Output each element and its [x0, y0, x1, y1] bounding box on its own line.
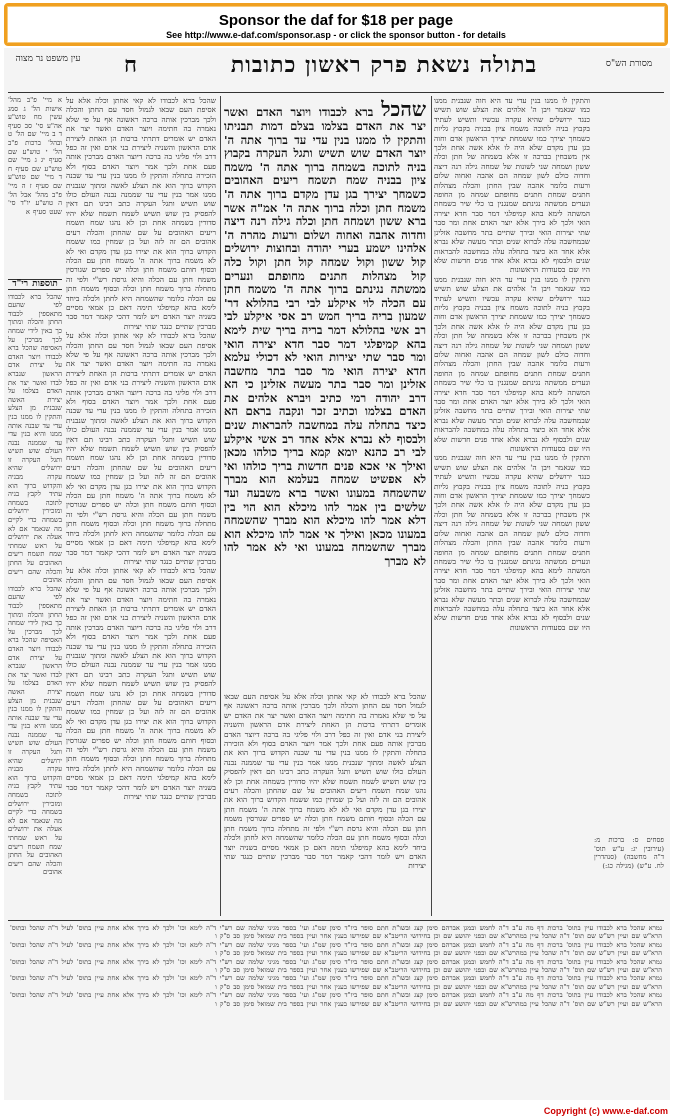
tosafot-text-continued-2: שהכל ברא לכבודו לא קאי אחתן וכלה אלא על אסיפת העם שבאו לגמול חסד עם החתן והכלה ולכך מברכין אותה ברכה ראשונה אף על פי שלא נאמרה בה חתימה ויוצר האדם ואשר יצר את האדם יש אומרים דתרתי ברכות הן האחת ליצירת אדם הראשון והשניה ליצירת בני אדם ואין זה כפל דרב ולוי פליגי בה ברכה דיוצר האדם מברכין אותה פעם אחת ולכך אמר ויוצר האדם בסוף ולא הזכירה בתחלה והתקין לו ממנו בנין עדי עד שבנה הקדוש ברוך הוא את הצלע לאשה ומתוך שנבנית ממנו אמר בנין עדי עד שממנה נבנה העולם כולו שוש תשיש ותגל העקרה כתב רבינו תם דאין להפסיק בין שוש תשיש לשמח תשמח שלא יהיו סדורין בשמחה אחת וכן לא נהגו שמח תשמח ריעים האהובים על שם שהחתן והכלה רעים אהובים הם זה לזה ועל כן שמחין כמו ששמח הקדוש ברוך הוא את יצירו בגן עדן מקדם ואי לא לא משמח ברוך אתה ה' משמח חתן עם הכלה ובסוף חותם משמח חתן וכלה יש ספרים שגורסין משמח חתן עם הכלה והיא גרסת רש"י ולפי זה מתחלה ברוך משמח חתן וכלה ובסוף משמח חתן עם הכלה כלומר שהשמחה היא לחתן ולכלה ביחד לימא בהא קמיפלגי תימה דאם כן אמאי מסיים בשניה יוצר האדם ויש לומר דהכי קאמר דמר סבר מברכין שתיים כנגד שתי יצירות — [66, 566, 216, 802]
sponsor-banner[interactable] — [4, 3, 668, 46]
column-divider-left — [220, 96, 221, 916]
commentary-below-text: שהכל ברא לכבודו לא קאי אחתן וכלה אלא על אסיפת העם שבאו לגמול חסד עם החתן והכלה ולכך מברכין אותה ברכה ראשונה אף על פי שלא נאמרה בה חתימה ויוצר האדם ואשר יצר את האדם יש אומרים דתרתי ברכות הן האחת ליצירת אדם הראשון והשניה ליצירת בני אדם ואין זה כפל דרב ולוי פליגי בה ברכה דיוצר האדם מברכין אותה פעם אחת ולכך אמר ויוצר האדם בסוף ולא הזכירה בתחלה והתקין לו ממנו בנין עדי עד שבנה הקדוש ברוך הוא את הצלע לאשה ומתוך שנבנית ממנו אמר בנין עדי עד שממנה נבנה העולם כולו שוש תשיש ותגל העקרה כתב רבינו תם דאין להפסיק בין שוש תשיש לשמח תשמח שלא יהיו סדורין בשמחה אחת וכן לא נהגו שמח תשמח ריעים האהובים על שם שהחתן והכלה רעים אהובים הם זה לזה ועל כן שמחין כמו ששמח הקדוש ברוך הוא את יצירו בגן עדן מקדם ואי לא לא משמח ברוך אתה ה' משמח חתן עם הכלה ובסוף חותם משמח חתן וכלה יש ספרים שגורסין משמח חתן עם הכלה והיא גרסת רש"י ולפי זה מתחלה ברוך משמח חתן וכלה ובסוף משמח חתן עם הכלה כלומר שהשמחה היא לחתן ולכלה ביחד לימא בהא קמיפלגי תימה דאם כן אמאי מסיים בשניה יוצר האדם ויש לומר דהכי קאמר דמר סבר מברכין שתיים כנגד שתי יצירות — [224, 692, 426, 871]
margin-notes-text: פסחים ס: ברכות מ: (עירובין יג: ע"ש תוס' ד"ה מחשבה) (סנהדרין לח. ע"ש) (מגילה כג:) — [594, 836, 664, 870]
gilyon-hashas — [10, 924, 662, 1094]
talmud-page — [4, 48, 670, 1100]
column-divider-right — [431, 96, 432, 916]
page-title: בתולה נשאת פרק ראשון כתובות — [230, 52, 538, 78]
bottom-text-continued: גמרא שהכל ברא לכבודו עיין בתוס' ברכות דף מה ע"ב ד"ה לחמש ובמגן אברהם סימן קצג ובשו"ת חתם סופר ביו"ד סימן שמ"ג ועי' בספר מגיני שלמה שם רש"י ד"ה לימא וכו' ולכך לא בירך אלא אחת עיין בתוס' לעיל ד"ה שהכל ובתוס' הרא"ש שם ועיין רש"ש שם תוס' ד"ה שהכל עיין במהרש"א שם ובפני יהושע שם וכן בחידושי הריטב"א שם שפירשו בענין אחר ועיין בספר בית שמואל סימן סב ס"ק ו — [10, 940, 662, 958]
sponsor-subtitle[interactable]: See http://www.e-daf.com/sponsor.asp - or click the sponsor button - for details — [166, 30, 506, 40]
tosafot-text: שהכל ברא לכבודו לא קאי אחתן וכלה אלא על אסיפת העם שבאו לגמול חסד עם החתן והכלה ולכך מברכין אותה ברכה ראשונה אף על פי שלא נאמרה בה חתימה ויוצר האדם ואשר יצר את האדם יש אומרים דתרתי ברכות הן האחת ליצירת אדם הראשון והשניה ליצירת בני אדם ואין זה כפל דרב ולוי פליגי בה ברכה דיוצר האדם מברכין אותה פעם אחת ולכך אמר ויוצר האדם בסוף ולא הזכירה בתחלה והתקין לו ממנו בנין עדי עד שבנה הקדוש ברוך הוא את הצלע לאשה ומתוך שנבנית ממנו אמר בנין עדי עד שממנה נבנה העולם כולו שוש תשיש ותגל העקרה כתב רבינו תם דאין להפסיק בין שוש תשיש לשמח תשמח שלא יהיו סדורין בשמחה אחת וכן לא נהגו שמח תשמח ריעים האהובים על שם שהחתן והכלה רעים אהובים הם זה לזה ועל כן שמחין כמו ששמח הקדוש ברוך הוא את יצירו בגן עדן מקדם ואי לא לא משמח ברוך אתה ה' משמח חתן עם הכלה ובסוף חותם משמח חתן וכלה יש ספרים שגורסין משמח חתן עם הכלה והיא גרסת רש"י ולפי זה מתחלה ברוך משמח חתן וכלה ובסוף משמח חתן עם הכלה כלומר שהשמחה היא לחתן ולכלה ביחד לימא בהא קמיפלגי תימה דאם כן אמאי מסיים בשניה יוצר האדם ויש לומר דהכי קאמר דמר סבר מברכין שתיים כנגד שתי יצירות — [66, 96, 216, 331]
gemara-text: ברא לכבודו ויוצר האדם ואשר יצר את האדם בצלמו בצלם דמות תבניתו והתקין לו ממנו בנין עדי עד ברוך אתה ה' יוצר האדם שוש תשיש ותגל העקרה בקבוץ בניה לתוכה בשמחה ברוך אתה ה' משמח ציון בבניה שמח תשמח ריעים האהובים כשמחך יצירך בגן עדן מקדם ברוך אתה ה' משמח חתן וכלה ברוך אתה ה' אמ"ה אשר ברא ששון ושמחה חתן וכלה גילה רנה דיצה וחדוה אהבה ואחוה ושלום ורעות מהרה ה' אלהינו ישמע בערי יהודה ובחוצות ירושלים קול ששון וקול שמחה קול חתן וקול כלה קול מצהלות חתנים מחופתם ונערים ממשתה נגינתם ברוך אתה ה' משמח חתן עם הכלה לוי איקלע לבי רבי בהלולא דר' שמעון בריה בריך חמש רב אסי איקלע לבי רב אשי בהלולא דמר בריה בריך שית לימא בהא קמיפלגי דמר סבר חדא יצירה הואי ומר סבר שתי יצירות הואי לא דכולי עלמא חדא יצירה הואי מר סבר בתר מחשבה אזלינן ומר סבר בתר מעשה אזלינן כי הא דרב יהודה רמי כתיב ויברא אלהים את האדם בצלמו וכתיב זכר ונקבה בראם הא כיצד בתחלה עלה במחשבה להבראות שנים ולבסוף לא נברא אלא אחד רב אשי איקלע לבי רב כהנא יומא קמא בריך כולהו מכאן ואילך אי אכא פנים חדשות בריך כולהו ואי לא אפשיט שמחה בעלמא הוא מברך שהשמחה במעונו ואשר ברא משבעה ועד שלשים בין אמר להו מיכלא הוא הוי בין דלא אמר להו מיכלא הוא מברך שהשמחה במעונו מכאן ואילך אי אמר להו מיכלא הוא מברך שהשמחה במעונו ואי לא אמר להו לא מברך — [224, 105, 426, 568]
tosafot-column — [66, 96, 216, 916]
copyright-link[interactable]: Copyright (c) www.e-daf.com — [543, 1106, 668, 1116]
bottom-text-continued-2: גמרא שהכל ברא לכבודו עיין בתוס' ברכות דף מה ע"ב ד"ה לחמש ובמגן אברהם סימן קצג ובשו"ת חתם סופר ביו"ד סימן שמ"ג ועי' בספר מגיני שלמה שם רש"י ד"ה לימא וכו' ולכך לא בירך אלא אחת עיין בתוס' לעיל ד"ה שהכל ובתוס' הרא"ש שם ועיין רש"ש שם תוס' ד"ה שהכל עיין במהרש"א שם ובפני יהושע שם וכן בחידושי הריטב"א שם שפירשו בענין אחר ועיין בספר בית שמואל סימן סב ס"ק ו — [10, 957, 662, 975]
rashi-text-continued-2: והתקין לו ממנו בנין עדי עד היא חוה שנבנית ממנו כמו שנאמר ויבן ה' אלהים את הצלע שוש תשיש כנגד ירושלים שהיא עקרה עכשיו ותשיש לעתיד בקבוץ בניה לתוכה משמח ציון בבניה בקבוץ גליות כשמחך יצירך כמו ששמחת יצירך הראשון אדם וחוה בגן עדן מקדם שלא היה לו אלא אשה אחת ולכך אין משבחין בברכה זו אלא בשמחה של חתן וכלה ששון ושמחה שני לשונות של שמחה גילה רנה דיצה וחדוה כולם לשון שמחה הם אהבה ואחוה שלום ורעות כלומר אהבה שבין החתן והכלה מצהלות חתנים שמחת חתנים מחופתם שמחה מן החופה ונערים ממשתה נגינתם שמנגנין בו כלי שיר בשמחת המשתה לימא בהא קמיפלגי דמר סבר חדא יצירה הואי ולכך לא בירך אלא יוצר האדם אחת ומר סבר שתי יצירות הואי ובירך שתיים בתר מחשבה אזלינן שבמחשבה עלה לברוא שנים ובתר מעשה שלא נברא אלא אחד הא כיצד בתחלה עלה במחשבה להבראות שנים ולבסוף לא נברא אלא אחד פנים חדשות שלא היו שם בסעודות הראשונות — [434, 453, 590, 632]
margin-notes — [594, 96, 664, 916]
masoret-hashas-label: מסורת הש"ס — [605, 59, 653, 69]
bottom-text-continued-4: גמרא שהכל ברא לכבודו עיין בתוס' ברכות דף מה ע"ב ד"ה לחמש ובמגן אברהם סימן קצג ובשו"ת חתם סופר ביו"ד סימן שמ"ג ועי' בספר מגיני שלמה שם רש"י ד"ה לימא וכו' ולכך לא בירך אלא אחת עיין בתוס' לעיל ד"ה שהכל ובתוס' הרא"ש שם ועיין רש"ש שם תוס' ד"ה שהכל עיין במהרש"א שם ובפני יהושע שם וכן בחידושי הריטב"א שם שפירשו בענין אחר ועיין בספר בית שמואל סימן סב ס"ק ו — [10, 991, 662, 1008]
sponsor-title[interactable]: Sponsor the daf for $18 per page — [218, 12, 454, 29]
rashi-text-continued: והתקין לו ממנו בנין עדי עד היא חוה שנבנית ממנו כמו שנאמר ויבן ה' אלהים את הצלע שוש תשיש כנגד ירושלים שהיא עקרה עכשיו ותשיש לעתיד בקבוץ בניה לתוכה משמח ציון בבניה בקבוץ גליות כשמחך יצירך כמו ששמחת יצירך הראשון אדם וחוה בגן עדן מקדם שלא היה לו אלא אשה אחת ולכך אין משבחין בברכה זו אלא בשמחה של חתן וכלה ששון ושמחה שני לשונות של שמחה גילה רנה דיצה וחדוה כולם לשון שמחה הם אהבה ואחוה שלום ורעות כלומר אהבה שבין החתן והכלה מצהלות חתנים שמחת חתנים מחופתם שמחה מן החופה ונערים ממשתה נגינתם שמנגנין בו כלי שיר בשמחת המשתה לימא בהא קמיפלגי דמר סבר חדא יצירה הואי ולכך לא בירך אלא יוצר האדם אחת ומר סבר שתי יצירות הואי ובירך שתיים בתר מחשבה אזלינן שבמחשבה עלה לברוא שנים ובתר מעשה שלא נברא אלא אחד הא כיצד בתחלה עלה במחשבה להבראות שנים ולבסוף לא נברא אלא אחד פנים חדשות שלא היו שם בסעודות הראשונות — [434, 274, 590, 454]
rashi-column — [434, 96, 590, 916]
bottom-rule — [8, 920, 664, 921]
bottom-text-continued-3: גמרא שהכל ברא לכבודו עיין בתוס' ברכות דף מה ע"ב ד"ה לחמש ובמגן אברהם סימן קצג ובשו"ת חתם סופר ביו"ד סימן שמ"ג ועי' בספר מגיני שלמה שם רש"י ד"ה לימא וכו' ולכך לא בירך אלא אחת עיין בתוס' לעיל ד"ה שהכל ובתוס' הרא"ש שם ועיין רש"ש שם תוס' ד"ה שהכל עיין במהרש"א שם ובפני יהושע שם וכן בחידושי הריטב"א שם שפירשו בענין אחר ועיין בספר בית שמואל סימן סב ס"ק ו — [10, 974, 662, 991]
gemara-column — [224, 98, 426, 688]
left-margin-column — [8, 96, 62, 916]
rid-text: שהכל ברא לכבודו לפי שהעם מתאספין לכבוד החתן והכלה ומתוך כך באין לידי שמחה לכך מברכין על האסיפה שהכל ברא לכבודו ויוצר האדם על יצירת אדם הראשון שנברא לבדו ואשר יצר את האדם בצלמו על יצירת האשה שנבנית מן הצלע והתקין לו ממנו בנין עדי עד שבנה אותה ממנו והיא בנין עדי עד שממנה נבנה העולם שוש תשיש ותגל העקרה זו ירושלים שהיא עקרה מבניה והקדוש ברוך הוא עתיד לקבץ בניה לתוכה בשמחה ומזכירין ירושלים בשמחה כדי לקיים מה שנאמר אם לא אעלה את ירושלים על ראש שמחתי שמח תשמח ריעים האהובים על החתן והכלה שהם ריעים אהובים — [8, 292, 62, 585]
tosafot-text-continued: שהכל ברא לכבודו לא קאי אחתן וכלה אלא על אסיפת העם שבאו לגמול חסד עם החתן והכלה ולכך מברכין אותה ברכה ראשונה אף על פי שלא נאמרה בה חתימה ויוצר האדם ואשר יצר את האדם יש אומרים דתרתי ברכות הן האחת ליצירת אדם הראשון והשניה ליצירת בני אדם ואין זה כפל דרב ולוי פליגי בה ברכה דיוצר האדם מברכין אותה פעם אחת ולכך אמר ויוצר האדם בסוף ולא הזכירה בתחלה והתקין לו ממנו בנין עדי עד שבנה הקדוש ברוך הוא את הצלע לאשה ומתוך שנבנית ממנו אמר בנין עדי עד שממנה נבנה העולם כולו שוש תשיש ותגל העקרה כתב רבינו תם דאין להפסיק בין שוש תשיש לשמח תשמח שלא יהיו סדורין בשמחה אחת וכן לא נהגו שמח תשמח ריעים האהובים על שם שהחתן והכלה רעים אהובים הם זה לזה ועל כן שמחין כמו ששמח הקדוש ברוך הוא את יצירו בגן עדן מקדם ואי לא לא משמח ברוך אתה ה' משמח חתן עם הכלה ובסוף חותם משמח חתן וכלה יש ספרים שגורסין משמח חתן עם הכלה והיא גרסת רש"י ולפי זה מתחלה ברוך משמח חתן וכלה ובסוף משמח חתן עם הכלה כלומר שהשמחה היא לחתן ולכלה ביחד לימא בהא קמיפלגי תימה דאם כן אמאי מסיים בשניה יוצר האדם ויש לומר דהכי קאמר דמר סבר מברכין שתיים כנגד שתי יצירות — [66, 331, 216, 566]
ein-mishpat-text: א מיי' פ"ב מהל' אישות הל' ג סמג עשין מח טוש"ע אה"ע סי' סב סעיף ד ב מיי' שם הל' ט ובהל' ברכות פ"ב הל' י טוש"ע שם סעיף יג ג מיי' שם טוש"ע שם סעיף ח ד מיי' שם טוש"ע שם סעיף ז ה מיי' פ"ב מהל' אבל הל' ה טוש"ע יו"ד סי' שעט סעיף א — [8, 96, 62, 216]
rid-heading: תוספות רי"ד — [8, 279, 62, 290]
commentary-below-gemara — [224, 692, 426, 916]
header-rule — [8, 92, 664, 93]
gemara-start-word: שהכל — [381, 98, 426, 121]
folio-letter: ח — [124, 52, 138, 78]
rid-text-continued: שהכל ברא לכבודו לפי שהעם מתאספין לכבוד החתן והכלה ומתוך כך באין לידי שמחה לכך מברכין על האסיפה שהכל ברא לכבודו ויוצר האדם על יצירת אדם הראשון שנברא לבדו ואשר יצר את האדם בצלמו על יצירת האשה שנבנית מן הצלע והתקין לו ממנו בנין עדי עד שבנה אותה ממנו והיא בנין עדי עד שממנה נבנה העולם שוש תשיש ותגל העקרה זו ירושלים שהיא עקרה מבניה והקדוש ברוך הוא עתיד לקבץ בניה לתוכה בשמחה ומזכירין ירושלים בשמחה כדי לקיים מה שנאמר אם לא אעלה את ירושלים על ראש שמחתי שמח תשמח ריעים האהובים על החתן והכלה שהם ריעים אהובים — [8, 584, 62, 877]
ein-mishpat-label: עין משפט נר מצוה — [15, 54, 81, 64]
rashi-text: והתקין לו ממנו בנין עדי עד היא חוה שנבנית ממנו כמו שנאמר ויבן ה' אלהים את הצלע שוש תשיש כנגד ירושלים שהיא עקרה עכשיו ותשיש לעתיד בקבוץ בניה לתוכה משמח ציון בבניה בקבוץ גליות כשמחך יצירך כמו ששמחת יצירך הראשון אדם וחוה בגן עדן מקדם שלא היה לו אלא אשה אחת ולכך אין משבחין בברכה זו אלא בשמחה של חתן וכלה ששון ושמחה שני לשונות של שמחה גילה רנה דיצה וחדוה כולם לשון שמחה הם אהבה ואחוה שלום ורעות כלומר אהבה שבין החתן והכלה מצהלות חתנים שמחת חתנים מחופתם שמחה מן החופה ונערים ממשתה נגינתם שמנגנין בו כלי שיר בשמחת המשתה לימא בהא קמיפלגי דמר סבר חדא יצירה הואי ולכך לא בירך אלא יוצר האדם אחת ומר סבר שתי יצירות הואי ובירך שתיים בתר מחשבה אזלינן שבמחשבה עלה לברוא שנים ובתר מעשה שלא נברא אלא אחד הא כיצד בתחלה עלה במחשבה להבראות שנים ולבסוף לא נברא אלא אחד פנים חדשות שלא היו שם בסעודות הראשונות — [434, 96, 590, 275]
bottom-text: גמרא שהכל ברא לכבודו עיין בתוס' ברכות דף מה ע"ב ד"ה לחמש ובמגן אברהם סימן קצג ובשו"ת חתם סופר ביו"ד סימן שמ"ג ועי' בספר מגיני שלמה שם רש"י ד"ה לימא וכו' ולכך לא בירך אלא אחת עיין בתוס' לעיל ד"ה שהכל ובתוס' הרא"ש שם ועיין רש"ש שם תוס' ד"ה שהכל עיין במהרש"א שם ובפני יהושע שם וכן בחידושי הריטב"א שם שפירשו בענין אחר ועיין בספר בית שמואל סימן סב ס"ק ו — [10, 924, 662, 941]
page-header — [4, 50, 670, 94]
